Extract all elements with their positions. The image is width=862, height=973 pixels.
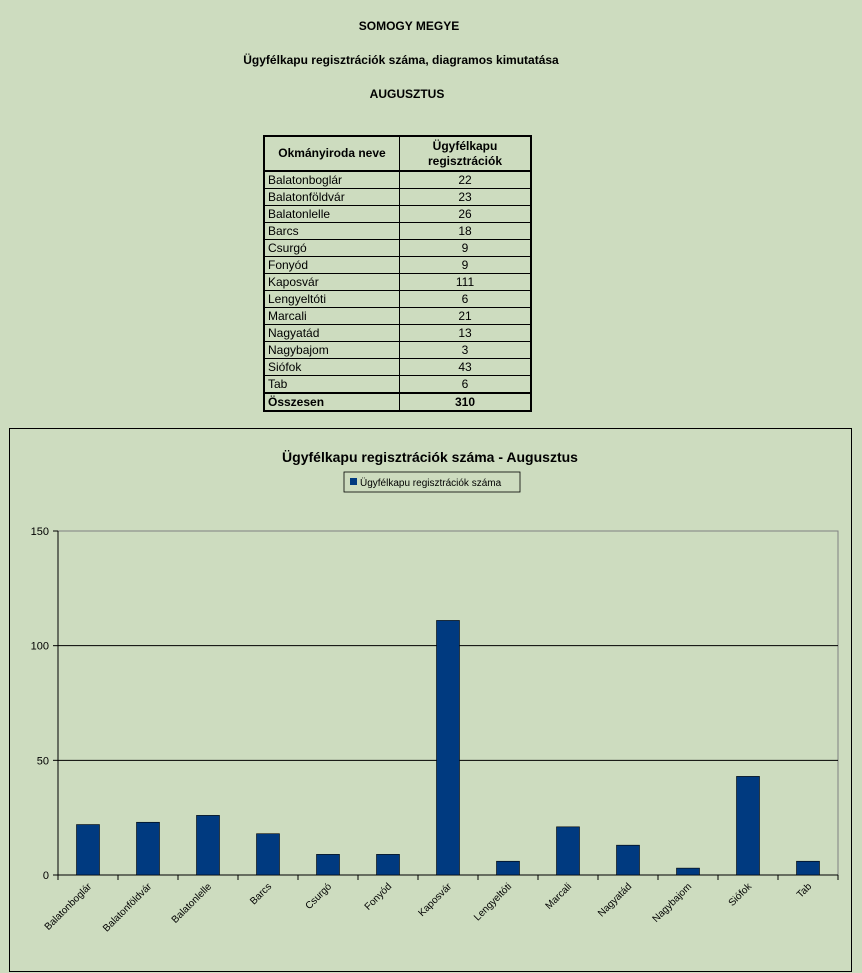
office-name-cell: Fonyód xyxy=(264,257,400,274)
registration-count-cell: 13 xyxy=(400,325,532,342)
legend-swatch xyxy=(350,478,357,485)
table-row xyxy=(264,274,531,291)
office-name-cell: Nagybajom xyxy=(264,342,400,359)
chart-title: Ügyfélkapu regisztrációk száma - Augusztus xyxy=(282,449,578,465)
chart-svg xyxy=(10,429,851,971)
x-category-label: Nagybajom xyxy=(650,881,695,925)
total-value: 310 xyxy=(400,393,532,411)
y-tick-label: 0 xyxy=(42,870,49,882)
registration-count-cell: 23 xyxy=(400,189,532,206)
x-category-label: Nagyatád xyxy=(596,881,635,920)
registration-count-cell: 3 xyxy=(400,342,532,359)
y-tick-label: 100 xyxy=(30,640,49,653)
table-row xyxy=(264,325,531,342)
table-row xyxy=(264,206,531,223)
office-name-cell: Lengyeltóti xyxy=(264,291,400,308)
bar xyxy=(137,822,160,875)
bar xyxy=(797,861,820,875)
registration-count-cell: 22 xyxy=(400,171,532,189)
registration-count-cell: 21 xyxy=(400,308,532,325)
x-category-label: Siófok xyxy=(726,881,755,909)
bar xyxy=(557,827,580,875)
bar xyxy=(77,825,100,875)
bar xyxy=(617,845,640,875)
office-name-cell: Balatonföldvár xyxy=(264,189,400,206)
office-name-cell: Csurgó xyxy=(264,240,400,257)
column-header-office: Okmányiroda neve xyxy=(264,136,400,171)
table-row xyxy=(264,189,531,206)
x-category-label: Lengyeltóti xyxy=(472,881,515,924)
total-row xyxy=(264,393,531,411)
table-row xyxy=(264,359,531,376)
x-category-label: Balatonboglár xyxy=(42,881,95,933)
x-category-label: Balatonföldvár xyxy=(101,881,155,935)
x-category-label: Csurgó xyxy=(303,881,335,912)
x-category-label: Kaposvár xyxy=(416,881,455,919)
registration-count-cell: 26 xyxy=(400,206,532,223)
office-name-cell: Balatonlelle xyxy=(264,206,400,223)
registration-count-cell: 6 xyxy=(400,291,532,308)
x-category-label: Marcali xyxy=(543,881,575,912)
table-row xyxy=(264,240,531,257)
column-header-registrations xyxy=(400,136,532,171)
office-name-cell: Barcs xyxy=(264,223,400,240)
bar xyxy=(737,776,760,875)
registration-count-cell: 111 xyxy=(400,274,532,291)
office-name-cell: Kaposvár xyxy=(264,274,400,291)
table-row xyxy=(264,376,531,394)
column-header-line2: regisztrációk xyxy=(427,153,503,168)
table-row xyxy=(264,171,531,189)
table-row xyxy=(264,342,531,359)
registrations-table xyxy=(263,135,532,412)
report-title: Ügyfélkapu regisztrációk száma, diagramos kimutatása xyxy=(243,53,559,67)
office-name-cell: Siófok xyxy=(264,359,400,376)
total-label: Összesen xyxy=(264,393,400,411)
y-tick-label: 50 xyxy=(36,755,49,768)
office-name-cell: Marcali xyxy=(264,308,400,325)
bar xyxy=(257,834,280,875)
x-category-label: Tab xyxy=(794,881,815,901)
registration-count-cell: 18 xyxy=(400,223,532,240)
bar-chart xyxy=(9,428,852,972)
bar xyxy=(677,868,700,875)
table-header-row xyxy=(264,136,531,171)
office-name-cell: Nagyatád xyxy=(264,325,400,342)
bar xyxy=(437,620,460,875)
bar xyxy=(197,815,220,875)
office-name-cell: Tab xyxy=(264,376,400,394)
table-row xyxy=(264,257,531,274)
office-name-cell: Balatonboglár xyxy=(264,171,400,189)
registration-count-cell: 6 xyxy=(400,376,532,394)
table-row xyxy=(264,223,531,240)
bar xyxy=(377,854,400,875)
x-category-label: Fonyód xyxy=(362,881,395,913)
bar xyxy=(317,854,340,875)
legend-label: Ügyfélkapu regisztrációk száma xyxy=(360,478,502,489)
county-title: SOMOGY MEGYE xyxy=(358,19,460,33)
registration-count-cell: 9 xyxy=(400,240,532,257)
registration-count-cell: 43 xyxy=(400,359,532,376)
x-category-label: Balatonlelle xyxy=(169,881,215,926)
bar xyxy=(497,861,520,875)
table-row xyxy=(264,291,531,308)
column-header-line1: Ügyfélkapu xyxy=(432,138,498,153)
y-tick-label: 150 xyxy=(30,526,49,538)
registration-count-cell: 9 xyxy=(400,257,532,274)
x-category-label: Barcs xyxy=(248,881,275,908)
month-title: AUGUSZTUS xyxy=(369,87,445,101)
table-row xyxy=(264,308,531,325)
